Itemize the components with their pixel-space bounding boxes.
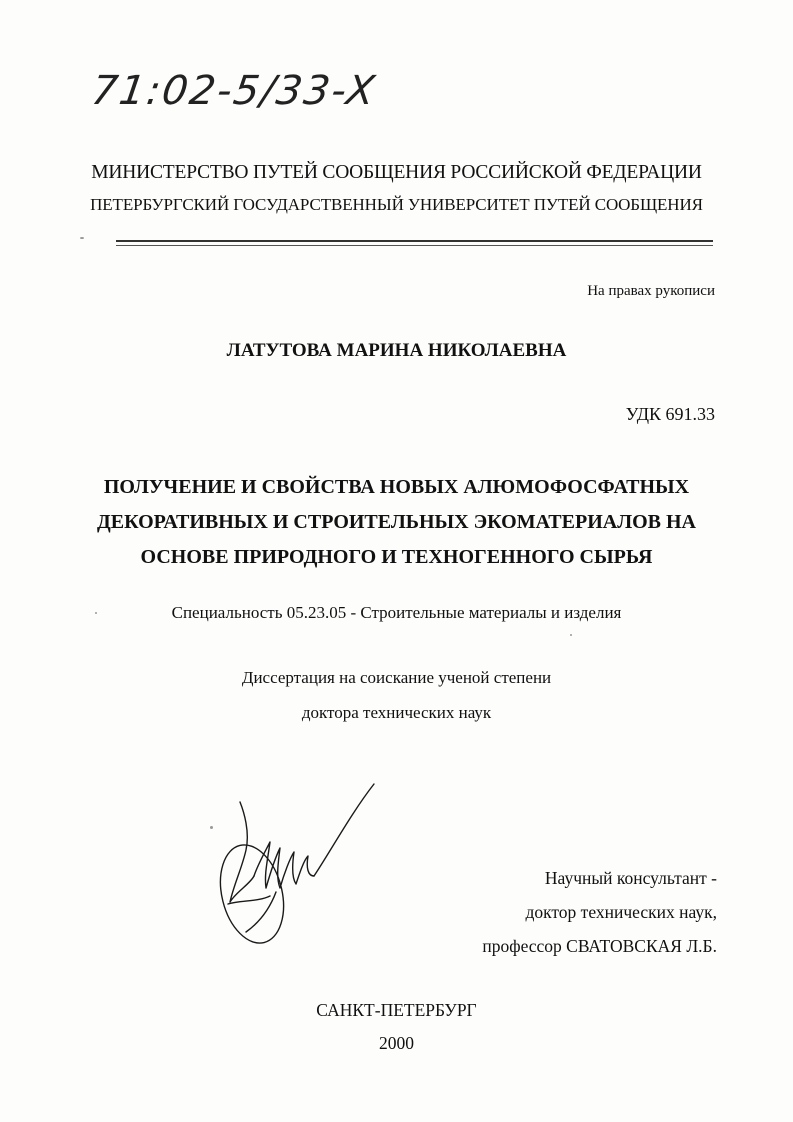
dissertation-title [0,470,793,575]
scan-speck [570,634,572,636]
signature-image [210,772,390,947]
title-line: ДЕКОРАТИВНЫХ И СТРОИТЕЛЬНЫХ ЭКОМАТЕРИАЛОВ НА [97,511,696,533]
consultant-degree: доктор технических наук, [525,902,717,922]
dissertation-degree-line2: доктора технических наук [301,703,492,722]
header-divider-thin [116,245,713,246]
scan-speck [80,237,84,239]
title-line: ОСНОВЕ ПРИРОДНОГО И ТЕХНОГЕННОГО СЫРЬЯ [140,546,653,568]
header-divider [116,240,713,242]
dissertation-degree-line1: Диссертация на соискание ученой степени [241,668,552,687]
scan-speck [210,826,213,829]
rights-note: На правах рукописи [587,283,715,299]
consultant-role: Научный консультант - [544,868,717,888]
scan-speck [95,612,97,614]
ministry-heading: МИНИСТЕРСТВО ПУТЕЙ СООБЩЕНИЯ РОССИЙСКОЙ ФЕДЕРАЦИИ [91,162,702,183]
consultant-name: профессор СВАТОВСКАЯ Л.Б. [482,936,717,956]
archive-number: 71:02-5/33-X [88,68,380,114]
university-heading: ПЕТЕРБУРГСКИЙ ГОСУДАРСТВЕННЫЙ УНИВЕРСИТЕТ ПУТЕЙ СООБЩЕНИЯ [90,195,703,214]
year: 2000 [379,1033,414,1053]
udk-code: УДК 691.33 [625,404,715,424]
specialty: Специальность 05.23.05 - Строительные материалы и изделия [171,603,622,622]
author-name: ЛАТУТОВА МАРИНА НИКОЛАЕВНА [226,340,567,361]
city: САНКТ-ПЕТЕРБУРГ [316,1000,477,1020]
title-line: ПОЛУЧЕНИЕ И СВОЙСТВА НОВЫХ АЛЮМОФОСФАТНЫХ [103,476,690,498]
